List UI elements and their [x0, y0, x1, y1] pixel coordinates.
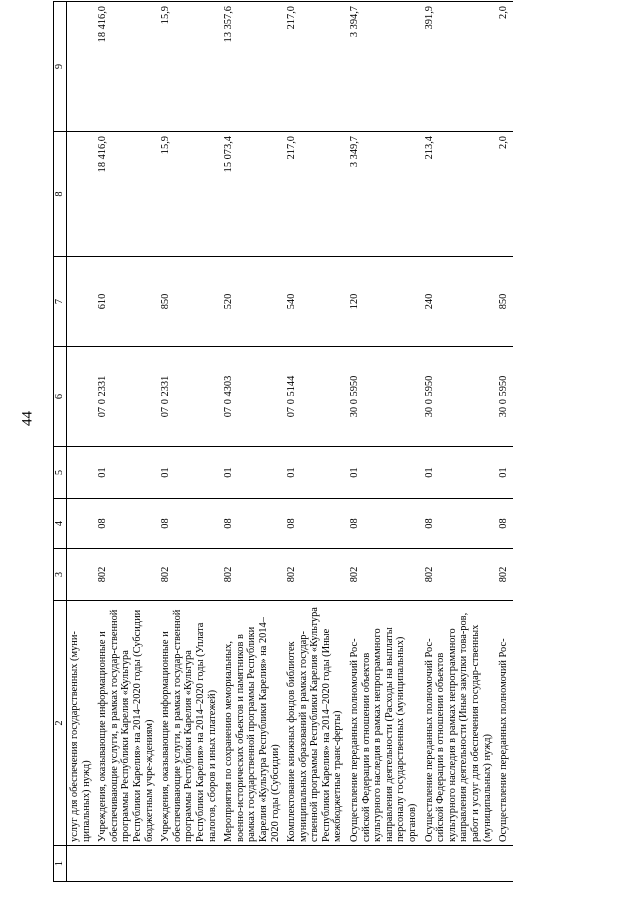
amount-year1-cell: 213,4 [422, 132, 497, 257]
subsection-code-cell: 01 [284, 447, 347, 499]
table-row [158, 2, 221, 882]
expense-type-cell: 850 [158, 257, 221, 347]
amount-year1-cell [67, 132, 96, 257]
amount-year1-cell: 15,9 [158, 132, 221, 257]
target-article-cell: 07 0 2331 [95, 347, 158, 447]
page-number: 44 [19, 411, 36, 426]
table-row [95, 2, 158, 882]
header-cell-8: 8 [54, 132, 67, 257]
budget-table-container [53, 2, 623, 882]
ministry-code-cell: 802 [496, 549, 513, 601]
amount-year1-cell: 15 073,4 [221, 132, 284, 257]
table-row [422, 2, 497, 882]
row-number-cell [221, 846, 284, 882]
target-article-cell: 07 0 4303 [221, 347, 284, 447]
header-cell-6: 6 [54, 347, 67, 447]
item-name-cell: Осуществление переданных полномочий Рос-сийской Федерации в отношении объектов культурного наследия в рамках непрограммного направления деятельности (Иные закупки това-ров, работ и услуг для обеспечения государ-ственных (муниципальных) нужд) [422, 601, 497, 846]
row-number-cell [422, 846, 497, 882]
table-row [496, 2, 513, 882]
item-name-cell: Мероприятия по сохранению мемориальных, военно-исторических объектов и памятников в рамках государственной программы Республики Карелия «Культура Республики Карелия» на 2014–2020 годы (Субсидии) [221, 601, 284, 846]
amount-year2-cell: 18 416,0 [95, 2, 158, 132]
ministry-code-cell: 802 [347, 549, 422, 601]
row-number-cell [284, 846, 347, 882]
amount-year2-cell: 217,0 [284, 2, 347, 132]
expense-type-cell: 610 [95, 257, 158, 347]
target-article-cell: 07 0 5144 [284, 347, 347, 447]
target-article-cell: 30 0 5950 [422, 347, 497, 447]
subsection-code-cell: 01 [158, 447, 221, 499]
item-name-cell: Учреждения, оказывающие информационные и обеспечивающие услуги, в рамках государ-ственной программы Республики Карелия «Культура Республики Карелия» на 2014–2020 годы (Субсидии бюджетным учре-ждениям) [95, 601, 158, 846]
ministry-code-cell: 802 [284, 549, 347, 601]
section-code-cell [67, 499, 96, 549]
item-name-cell: Осуществление переданных полномочий Рос- [496, 601, 513, 846]
amount-year2-cell: 391,9 [422, 2, 497, 132]
amount-year2-cell: 13 357,6 [221, 2, 284, 132]
section-code-cell: 08 [284, 499, 347, 549]
expense-type-cell: 540 [284, 257, 347, 347]
row-number-cell [347, 846, 422, 882]
header-cell-9: 9 [54, 2, 67, 132]
item-name-cell: Учреждения, оказывающие информационные и обеспечивающие услуги, в рамках государ-ственной программы Республики Карелия «Культура Республики Карелия» на 2014–2020 годы (Уплата налогов, сборов и иных платежей) [158, 601, 221, 846]
row-number-cell [95, 846, 158, 882]
header-row [54, 2, 67, 882]
amount-year2-cell: 15,9 [158, 2, 221, 132]
amount-year2-cell: 2,0 [496, 2, 513, 132]
target-article-cell: 07 0 2331 [158, 347, 221, 447]
ministry-code-cell [67, 549, 96, 601]
amount-year2-cell: 3 394,7 [347, 2, 422, 132]
amount-year1-cell: 217,0 [284, 132, 347, 257]
amount-year1-cell: 3 349,7 [347, 132, 422, 257]
item-name-cell: Комплектование книжных фондов библиотек муниципальных образований в рамках государ-ственной программы Республики Карелия «Культура Республики Карелия» на 2014–2020 годы (Иные межбюджетные транс-ферты) [284, 601, 347, 846]
expense-type-cell: 850 [496, 257, 513, 347]
expense-type-cell: 520 [221, 257, 284, 347]
target-article-cell: 30 0 5950 [496, 347, 513, 447]
section-code-cell: 08 [422, 499, 497, 549]
table-row [67, 2, 96, 882]
item-name-cell: Осуществление переданных полномочий Рос-сийской Федерации в отношении объектов культурного наследия в рамках непрограммного направления деятельности (Расходы на выплаты персоналу государственных (муниципальных) органов) [347, 601, 422, 846]
expense-type-cell: 240 [422, 257, 497, 347]
expense-type-cell [67, 257, 96, 347]
table-row [221, 2, 284, 882]
subsection-code-cell: 01 [95, 447, 158, 499]
subsection-code-cell: 01 [221, 447, 284, 499]
subsection-code-cell: 01 [422, 447, 497, 499]
expense-type-cell: 120 [347, 257, 422, 347]
table-row [347, 2, 422, 882]
header-cell-1: 1 [54, 846, 67, 882]
row-number-cell [67, 846, 96, 882]
subsection-code-cell: 01 [347, 447, 422, 499]
budget-table [53, 1, 513, 882]
amount-year2-cell [67, 2, 96, 132]
header-cell-5: 5 [54, 447, 67, 499]
section-code-cell: 08 [496, 499, 513, 549]
target-article-cell: 30 0 5950 [347, 347, 422, 447]
section-code-cell: 08 [347, 499, 422, 549]
amount-year1-cell: 2,0 [496, 132, 513, 257]
section-code-cell: 08 [158, 499, 221, 549]
row-number-cell [496, 846, 513, 882]
header-cell-4: 4 [54, 499, 67, 549]
ministry-code-cell: 802 [158, 549, 221, 601]
header-cell-3: 3 [54, 549, 67, 601]
ministry-code-cell: 802 [95, 549, 158, 601]
subsection-code-cell: 01 [496, 447, 513, 499]
item-name-cell: услуг для обеспечения государственных (муни-ципальных) нужд) [67, 601, 96, 846]
target-article-cell [67, 347, 96, 447]
header-cell-2: 2 [54, 601, 67, 846]
amount-year1-cell: 18 416,0 [95, 132, 158, 257]
section-code-cell: 08 [95, 499, 158, 549]
table-row [284, 2, 347, 882]
row-number-cell [158, 846, 221, 882]
section-code-cell: 08 [221, 499, 284, 549]
ministry-code-cell: 802 [422, 549, 497, 601]
ministry-code-cell: 802 [221, 549, 284, 601]
header-cell-7: 7 [54, 257, 67, 347]
subsection-code-cell [67, 447, 96, 499]
